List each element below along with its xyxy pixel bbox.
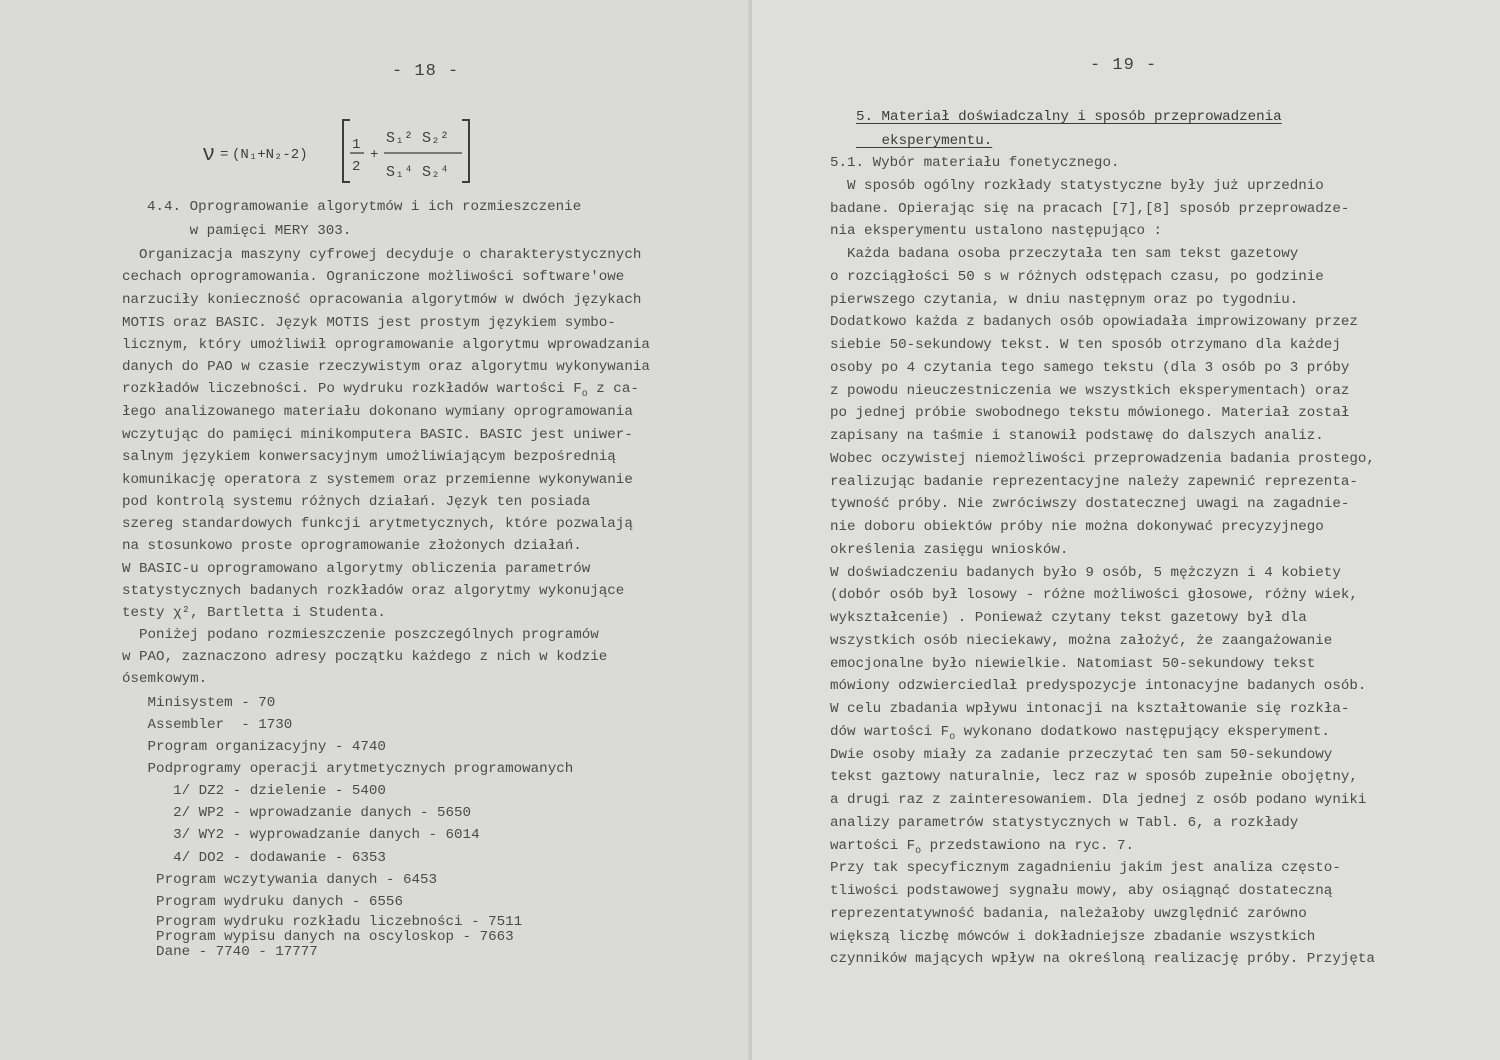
text-suffix: z ca- [587, 381, 639, 397]
text-line: ósemkowym. [122, 671, 208, 687]
text-line: a drugi raz z zainteresowaniem. Dla jednej z osób podano wyniki [830, 792, 1367, 808]
right-page [752, 0, 1500, 1060]
text-line: w PAO, zaznaczono adresy początku każdego z nich w kodzie [122, 649, 608, 665]
text-line: większą liczbę mówców i dokładniejsze zbadanie wszystkich [830, 929, 1316, 945]
formula-eq: = [220, 147, 229, 163]
text-line: reprezentatywność badania, należałoby uwzględnić zarówno [830, 906, 1307, 922]
text-line: Podprogramy operacji arytmetycznych programowanych [122, 761, 574, 777]
text-line: na stosunkowo proste oprogramowanie złożonych działań. [122, 538, 582, 554]
text-line: Poniżej podano rozmieszczenie poszczególnych programów [122, 627, 599, 643]
text-line: statystycznych badanych rozkładów oraz algorytmy wykonujące [122, 583, 625, 599]
text-line: szereg standardowych funkcji arytmetycznych, które pozwalają [122, 516, 633, 532]
text-line: tywność próby. Nie zwróciwszy dostatecznej uwagi na zagadnie- [830, 496, 1350, 512]
text-line: nie doboru obiektów próby nie można dokonywać precyzyjnego [830, 519, 1324, 535]
text-line: czynników mających wpływ na określoną realizację próby. Przyjęta [830, 951, 1375, 967]
text-line: W doświadczeniu badanych było 9 osób, 5 mężczyzn i 4 kobiety [830, 565, 1341, 581]
text-line: wczytując do pamięci minikomputera BASIC. BASIC jest uniwer- [122, 427, 633, 443]
text-line: MOTIS oraz BASIC. Język MOTIS jest prostym językiem symbo- [122, 315, 616, 331]
text-line: Każda badana osoba przeczytała ten sam tekst gazetowy [830, 246, 1299, 262]
formula-half-den: 2 [352, 159, 361, 175]
text-line: wykształcenie) . Ponieważ czytany tekst gazetowy był dla [830, 610, 1307, 626]
text-line: tekst gaztowy naturalnie, lecz raz w sposób zupełnie obojętny, [830, 769, 1358, 785]
text-line: wartości $F_o$ przedstawiono na ryc. 7. [830, 838, 1135, 857]
text-line: Dwie osoby miały za zadanie przeczytać ten sam 50-sekundowy [830, 747, 1333, 763]
text-line: pod kontrolą systemu różnych działań. Język ten posiada [122, 494, 591, 510]
text-line: Program wypisu danych na oscyloskop - 7663 [122, 929, 514, 945]
text-line: po jednej próbie swobodnego tekstu mówionego. Materiał został [830, 405, 1350, 421]
text-line: o rozciągłości 50 s w różnych odstępach czasu, po godzinie [830, 269, 1324, 285]
text-line: Assembler - 1730 [122, 717, 293, 733]
text-line: osoby po 4 czytania tego samego tekstu (dla 3 osób po 3 próby [830, 360, 1350, 376]
text-line: łego analizowanego materiału dokonano wymiany oprogramowania [122, 404, 633, 420]
formula-lhs: ν [202, 142, 216, 167]
text-line: emocjonalne było niewielkie. Natomiast 50-sekundowy tekst [830, 656, 1316, 672]
text-line: Dodatkowo każda z badanych osób opowiadała improwizowany przez [830, 314, 1358, 330]
text-line: z powodu nieuczestniczenia we wszystkich eksperymentach) oraz [830, 383, 1350, 399]
text-line: Program wydruku danych - 6556 [122, 894, 403, 910]
text-line: W celu zbadania wpływu intonacji na kształtowanie się rozkła- [830, 701, 1350, 717]
formula-plus: + [370, 147, 379, 163]
text-line: analizy parametrów statystycznych w Tabl. 6, a rozkłady [830, 815, 1299, 831]
text-line: Program organizacyjny - 4740 [122, 739, 386, 755]
section-heading-cont: eksperymentu. [856, 133, 993, 149]
text-line: W BASIC-u oprogramowano algorytmy obliczenia parametrów [122, 561, 591, 577]
text-line: testy χ², Bartletta i Studenta. [122, 605, 386, 621]
text-line: zapisany na taśmie i stanowił podstawę do dalszych analiz. [830, 428, 1324, 444]
text-line: 2/ WP2 - wprowadzanie danych - 5650 [122, 805, 472, 821]
text-line: Program wczytywania danych - 6453 [122, 872, 438, 888]
text-line: danych do PAO w czasie rzeczywistym oraz algorytmu wykonywania [122, 359, 650, 375]
text-line: tliwości podstawowej sygnału mowy, aby osiągnąć dostateczną [830, 883, 1333, 899]
text-line: rozkładów liczebności. Po wydruku rozkładów wartości $F_o$ z ca- [122, 381, 639, 400]
page-number: - 19 - [1090, 56, 1158, 75]
subscript: o [949, 731, 956, 743]
page-number: - 18 - [392, 62, 460, 81]
text-line: w pamięci MERY 303. [147, 223, 352, 239]
formula-numerator: S₁² S₂² [386, 130, 450, 147]
text-line: komunikację operatora z systemem oraz przemienne wykonywanie [122, 472, 633, 488]
text-line: mówiony odzwierciedlał predyspozycje intonacyjne badanych osób. [830, 678, 1367, 694]
text-line: 4.4. Oprogramowanie algorytmów i ich rozmieszczenie [147, 199, 582, 215]
text-line: 3/ WY2 - wyprowadzanie danych - 6014 [122, 827, 480, 843]
text-line: dów wartości $F_o$ wykonano dodatkowo następujący eksperyment. [830, 724, 1330, 743]
text-line: 4/ DO2 - dodawanie - 6353 [122, 850, 386, 866]
formula-half-num: 1 [352, 137, 361, 153]
text-line: Dane - 7740 - 17777 [122, 944, 318, 960]
text-line: cechach oprogramowania. Ograniczone możliwości software'owe [122, 269, 625, 285]
degrees-of-freedom-formula [200, 110, 500, 190]
formula-factor: (N₁+N₂-2) [232, 147, 308, 163]
text-line: nia eksperymentu ustalono następująco : [830, 223, 1163, 239]
text-line: siebie 50-sekundowy tekst. W ten sposób otrzymano dla każdej [830, 337, 1341, 353]
subscript: o [915, 845, 922, 857]
text-line: pierwszego czytania, w dniu następnym oraz po tygodniu. [830, 292, 1299, 308]
text-line: licznym, który umożliwił oprogramowanie algorytmu wprowadzania [122, 337, 650, 353]
text-line: 1/ DZ2 - dzielenie - 5400 [122, 783, 386, 799]
section-heading: 5. Materiał doświadczalny i sposób przeprowadzenia [856, 109, 1282, 125]
text-line: Organizacja maszyny cyfrowej decyduje o charakterystycznych [122, 247, 642, 263]
text-line: W sposób ogólny rozkłady statystyczne były już uprzednio [830, 178, 1324, 194]
text-line: Minisystem - 70 [122, 695, 276, 711]
text-line: badane. Opierając się na pracach [7],[8] sposób przeprowadze- [830, 201, 1350, 217]
text-line: narzuciły konieczność opracowania algorytmów w dwóch językach [122, 292, 642, 308]
text-line: (dobór osób był losowy - różne możliwości głosowe, różny wiek, [830, 587, 1358, 603]
text-line: Program wydruku rozkładu liczebności - 7511 [122, 914, 523, 930]
text-line: Przy tak specyficznym zagadnieniu jakim jest analiza często- [830, 860, 1341, 876]
text-line: realizując badanie reprezentacyjne należy zapewnić reprezenta- [830, 474, 1358, 490]
text-suffix: wykonano dodatkowo następujący eksperyment. [955, 724, 1330, 740]
text-line: wszystkich osób nieciekawy, można założyć, że zaangażowanie [830, 633, 1333, 649]
text-line: salnym językiem konwersacyjnym umożliwiającym bezpośrednią [122, 449, 616, 465]
subscript: o [581, 388, 588, 400]
text-line: Wobec oczywistej niemożliwości przeprowadzenia badania prostego, [830, 451, 1375, 467]
text-line: 5.1. Wybór materiału fonetycznego. [830, 155, 1120, 171]
formula-denominator: S₁⁴ S₂⁴ [386, 164, 450, 181]
text-suffix: przedstawiono na ryc. 7. [921, 838, 1135, 854]
text-line: określenia zasięgu wniosków. [830, 542, 1069, 558]
